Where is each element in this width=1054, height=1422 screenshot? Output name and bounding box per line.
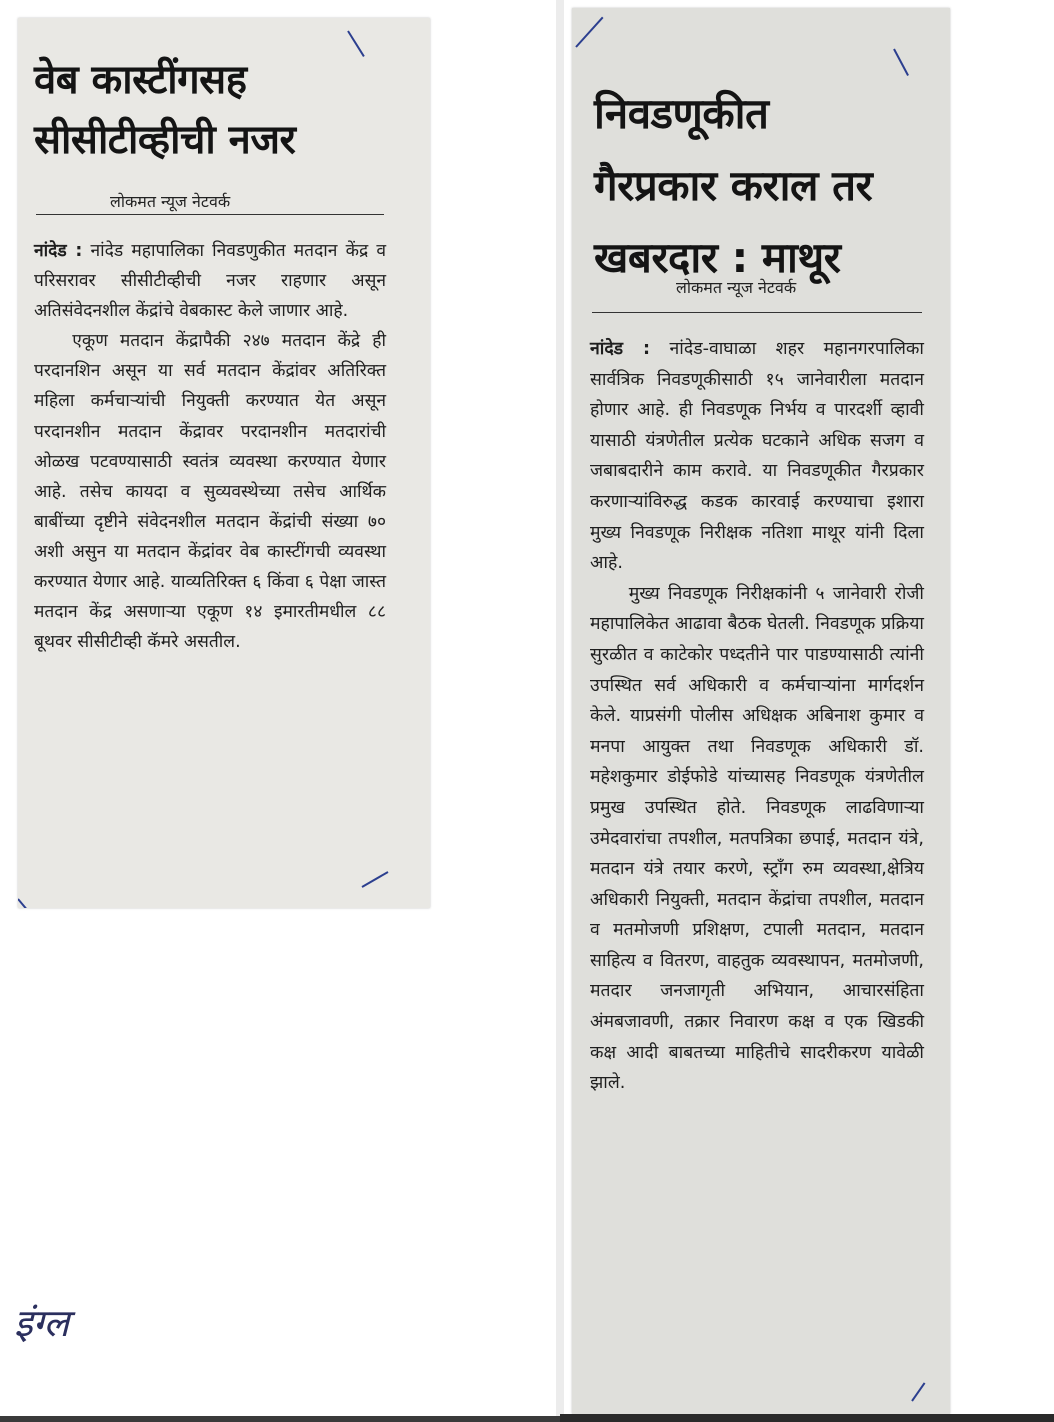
left-news-clipping (18, 18, 430, 908)
right-article-body (590, 334, 924, 1099)
handwritten-note: इंग्ल (14, 1301, 70, 1345)
left-paragraph-1 (34, 236, 386, 326)
right-headline-line3: खबरदार : माथूर (594, 233, 841, 282)
left-dateline: नांदेड : (34, 241, 83, 261)
right-headline-line2: गैरप्रकार कराल तर (594, 161, 873, 210)
right-news-clipping (572, 8, 950, 1414)
scan-edge-left (0, 1416, 560, 1422)
left-divider (36, 214, 384, 215)
right-paragraph-1-text: नांदेड-वाघाळा शहर महानगरपालिका सार्वत्रिक निवडणूकीसाठी १५ जानेवारीला मतदान होणार आहे. ही निवडणूक निर्भय व पारदर्शी व्हावी यासाठी यंत्रणेतील प्रत्येक घटकाने अधिक सजग व जबाबदारीने काम करावे. या निवडणूकीत गैरप्रकार करणाऱ्यांविरुद्ध कडक कारवाई करण्याचा इशारा मुख्य निवडणूक निरीक्षक नतिशा माथूर यांनी दिला आहे. (590, 339, 924, 574)
right-paragraph-1 (590, 334, 924, 579)
left-byline: लोकमत न्यूज नेटवर्क (110, 192, 231, 211)
scan-edge-right (560, 1414, 1054, 1422)
left-article-body (34, 236, 386, 657)
right-paragraph-2: मुख्य निवडणूक निरीक्षकांनी ५ जानेवारी रोजी महापालिकेत आढावा बैठक घेतली. निवडणूक प्रक्रिया सुरळीत व काटेकोर पध्दतीने पार पाडण्यासाठी त्यांनी उपस्थित सर्व अधिकारी व कर्मचाऱ्यांना मार्गदर्शन केले. याप्रसंगी पोलीस अधिक्षक अबिनाश कुमार व मनपा आयुक्त तथा निवडणूक अधिकारी डॉ. महेशकुमार डोईफोडे यांच्यासह निवडणूक यंत्रणेतील प्रमुख उपस्थित होते. निवडणूक लाढविणाऱ्या उमेदवारांचा तपशील, मतपत्रिका छपाई, मतदान यंत्रे, मतदान यंत्रे तयार करणे, स्ट्राँग रुम व्यवस्था,क्षेत्रिय अधिकारी नियुक्ती, मतदान केंद्रांचा तपशील, मतदान व मतमोजणी प्रशिक्षण, टपाली मतदान, मतदान साहित्य व वितरण, वाहतुक व्यवस्थापन, मतमोजणी, मतदार जनजागृती अभियान, आचारसंहिता अंमबजावणी, तक्रार निवारण कक्ष व एक खिडकी कक्ष आदी बाबतच्या माहितीचे सादरीकरण यावेळी झाले. (590, 583, 924, 1094)
pen-mark-icon (893, 49, 909, 76)
left-headline (34, 50, 430, 170)
pen-mark-icon (18, 898, 33, 908)
right-dateline: नांदेड : (590, 339, 651, 359)
pen-mark-icon (575, 17, 603, 48)
pen-mark-icon (911, 1382, 925, 1401)
right-byline: लोकमत न्यूज नेटवर्क (676, 278, 797, 297)
left-headline-line2: सीसीटीव्हीची नजर (34, 117, 296, 163)
left-headline-line1: वेब कास्टींगसह (34, 57, 247, 103)
left-paragraph-1-text: नांदेड महापालिका निवडणुकीत मतदान केंद्र व परिसरावर सीसीटीव्हीची नजर राहणार असून अतिसंवेदनशील केंद्रांचे वेबकास्ट केले जाणार आहे. (34, 241, 387, 322)
right-headline-line1: निवडणूकीत (594, 89, 769, 138)
right-headline (594, 78, 950, 294)
page-fold-shadow (556, 0, 564, 1422)
pen-mark-icon (362, 871, 389, 888)
right-divider (592, 312, 922, 313)
left-paragraph-2: एकूण मतदान केंद्रापैकी २४७ मतदान केंद्रे ही परदानशिन असून या सर्व मतदान केंद्रांवर अतिरिक्त महिला कर्मचाऱ्यांची नियुक्ती करण्यात येत असून परदानशीन मतदान केंद्रावर परदानशीन मतदारांची ओळख पटवण्यासाठी स्वतंत्र व्यवस्था करण्यात येणार आहे. तसेच कायदा व सुव्यवस्थेच्या तसेच आर्थिक बाबींच्या दृष्टीने संवेदनशील मतदान केंद्रांची संख्या ७० अशी असुन या मतदान केंद्रांवर वेब कास्टींगची व्यवस्था करण्यात येणार आहे. याव्यतिरिक्त ६ किंवा ६ पेक्षा जास्त मतदान केंद्र असणाऱ्या एकूण १४ इमारतीमधील ८८ बूथवर सीसीटीव्ही कॅमरे असतील. (34, 331, 386, 653)
